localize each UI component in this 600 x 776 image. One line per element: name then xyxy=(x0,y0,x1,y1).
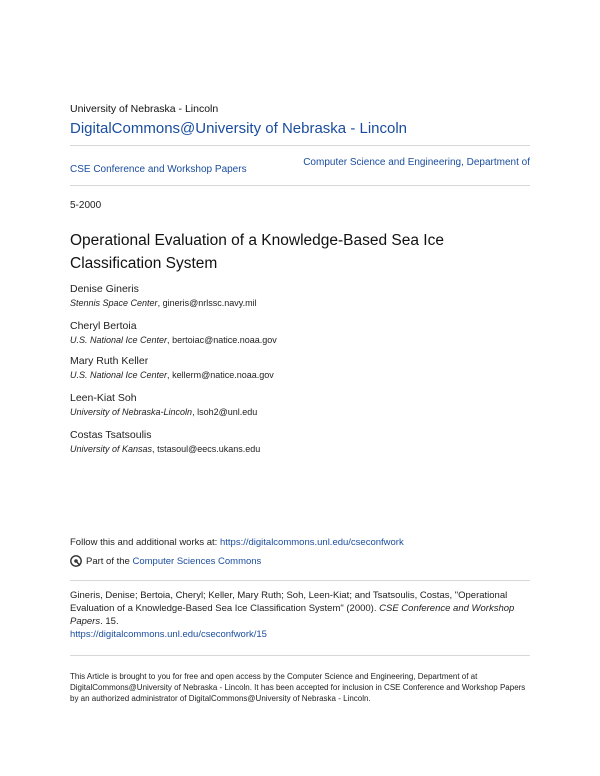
author-entry xyxy=(70,320,277,345)
citation-url[interactable]: https://digitalcommons.unl.edu/cseconfwork/15 xyxy=(70,629,267,640)
author-email: lsoh2@unl.edu xyxy=(197,407,258,417)
citation-series: CSE Conference and Workshop Papers xyxy=(70,603,515,627)
author-affiliation-line: U.S. National Ice Center, kellerm@natice.noaa.gov xyxy=(70,370,274,380)
author-entry xyxy=(70,392,257,417)
author-affiliation-line: U.S. National Ice Center, bertoiac@natice.noaa.gov xyxy=(70,335,277,345)
follow-link[interactable]: https://digitalcommons.unl.edu/cseconfwork xyxy=(219,537,404,548)
divider-nav xyxy=(70,185,530,186)
author-email: bertoiac@natice.noaa.gov xyxy=(172,335,277,345)
author-affiliation: Stennis Space Center xyxy=(70,298,158,308)
author-affiliation: University of Kansas xyxy=(70,444,153,454)
divider-top xyxy=(70,145,530,146)
author-name: Leen-Kiat Soh xyxy=(70,392,137,404)
department-link[interactable]: Computer Science and Engineering, Department of xyxy=(303,157,530,168)
citation-block xyxy=(70,589,530,641)
follow-text: Follow this and additional works at: xyxy=(70,537,220,548)
divider-footer xyxy=(70,655,530,656)
commons-network-icon xyxy=(70,555,82,567)
author-name: Cheryl Bertoia xyxy=(70,320,137,332)
citation-number: . 15. xyxy=(100,616,119,627)
author-entry xyxy=(70,283,257,308)
author-name: Costas Tsatsoulis xyxy=(70,429,152,441)
author-entry xyxy=(70,429,260,454)
series-link[interactable]: CSE Conference and Workshop Papers xyxy=(70,164,247,175)
part-of-text: Part of the xyxy=(86,555,130,567)
divider-citation xyxy=(70,580,530,581)
author-affiliation-line: University of Nebraska-Lincoln, lsoh2@unl.edu xyxy=(70,407,258,417)
author-entry xyxy=(70,355,274,380)
access-notice: This Article is brought to you for free and open access by the Computer Science and Engineering, Department of at DigitalCommons@University of Nebraska - Lincoln. It has been accepted for inclusion in CSE Conference and Workshop Papers by an authorized administrator of DigitalCommons@University of Nebraska - Lincoln. xyxy=(70,672,526,703)
author-affiliation-line: Stennis Space Center, gineris@nrlssc.navy.mil xyxy=(70,298,257,308)
part-of-line xyxy=(70,555,261,567)
follow-line xyxy=(70,537,404,548)
author-affiliation: University of Nebraska-Lincoln xyxy=(70,407,193,417)
author-name: Denise Gineris xyxy=(70,283,139,295)
commons-link[interactable]: Computer Sciences Commons xyxy=(132,555,262,567)
author-affiliation: U.S. National Ice Center xyxy=(70,370,168,380)
publication-date: 5-2000 xyxy=(70,200,102,211)
author-email: kellerm@natice.noaa.gov xyxy=(172,370,274,380)
author-affiliation: U.S. National Ice Center xyxy=(70,335,168,345)
citation-text: Gineris, Denise; Bertoia, Cheryl; Keller, Mary Ruth; Soh, Leen-Kiat; and Tsatsoulis, Costas, "Operational Evaluation of a Knowledge-Based Sea Ice Classification System" (2000). xyxy=(70,590,508,614)
author-email: tstasoul@eecs.ukans.edu xyxy=(157,444,261,454)
institution-name: University of Nebraska - Lincoln xyxy=(70,103,219,115)
author-affiliation-line: University of Kansas, tstasoul@eecs.ukans.edu xyxy=(70,444,261,454)
author-name: Mary Ruth Keller xyxy=(70,355,149,367)
paper-title: Operational Evaluation of a Knowledge-Based Sea Ice Classification System xyxy=(70,232,444,272)
author-email: gineris@nrlssc.navy.mil xyxy=(162,298,257,308)
repository-link[interactable]: DigitalCommons@University of Nebraska - Lincoln xyxy=(70,120,408,137)
